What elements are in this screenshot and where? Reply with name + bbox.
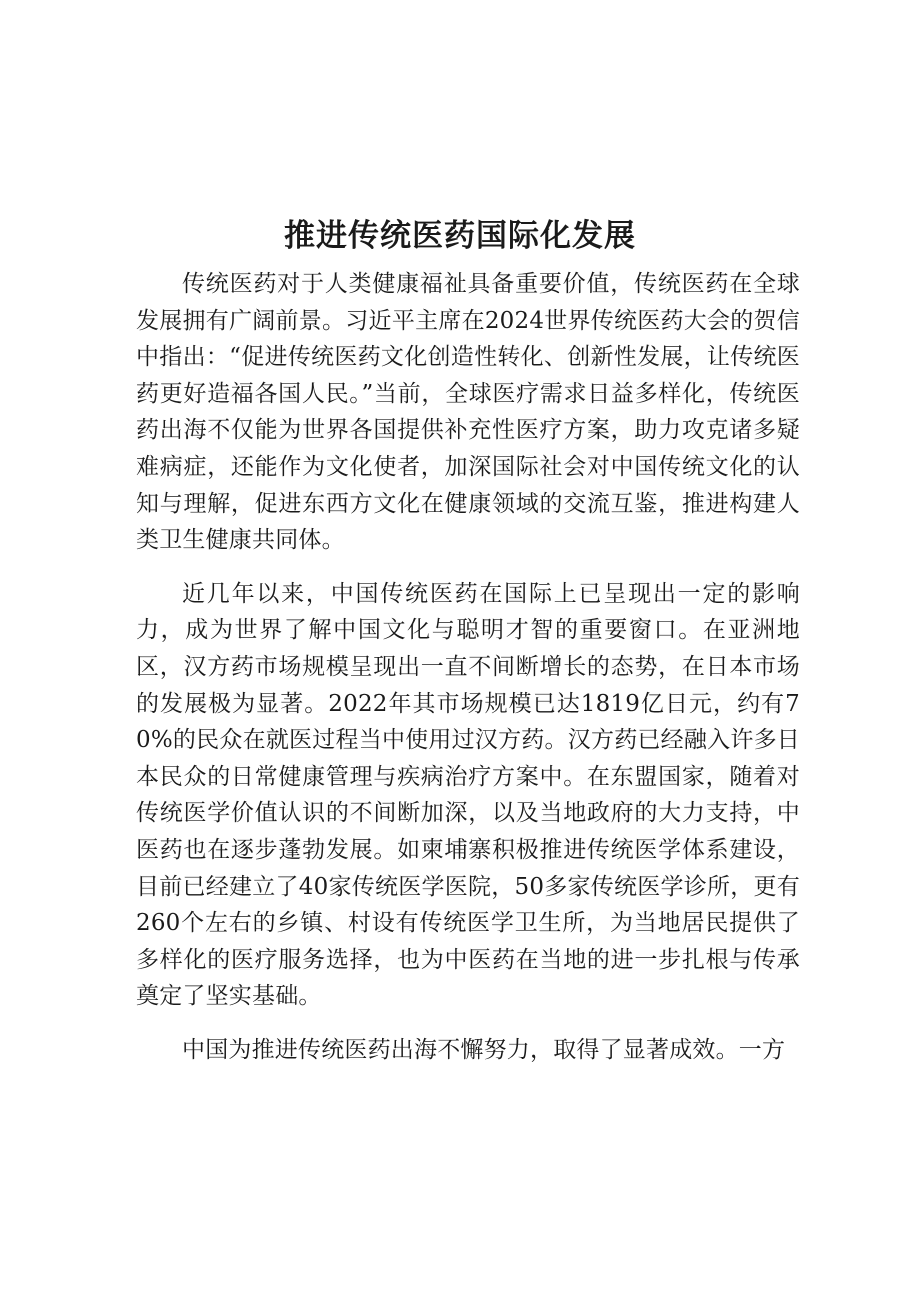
paragraph-2: 近几年以来，中国传统医药在国际上已呈现出一定的影响力，成为世界了解中国文化与聪明才智的重要窗口。在亚洲地区，汉方药市场规模呈现出一直不间断增长的态势，在日本市场的发展极为显著。2022年其市场规模已达1819亿日元，约有70%的民众在就医过程当中使用过汉方药。汉方药已经融入许多日本民众的日常健康管理与疾病治疗方案中。在东盟国家，随着对传统医学价值认识的不间断加深，以及当地政府的大力支持，中医药也在逐步蓬勃发展。如柬埔寨积极推进传统医学体系建设，目前已经建立了40家传统医学医院，50多家传统医学诊所，更有260个左右的乡镇、村设有传统医学卫生所，为当地居民提供了多样化的医疗服务选择，也为中医药在当地的进一步扎根与传承奠定了坚实基础。 bbox=[136, 580, 800, 1010]
document-body bbox=[136, 266, 800, 1068]
paragraph-3: 中国为推进传统医药出海不懈努力，取得了显著成效。一方 bbox=[182, 1036, 786, 1063]
paragraph-1: 传统医药对于人类健康福祉具备重要价值，传统医药在全球发展拥有广阔前景。习近平主席在2024世界传统医药大会的贺信中指出：“促进传统医药文化创造性转化、创新性发展，让传统医药更好造福各国人民。”当前，全球医疗需求日益多样化，传统医药出海不仅能为世界各国提供补充性医疗方案，助力攻克诸多疑难病症，还能作为文化使者，加深国际社会对中国传统文化的认知与理解，促进东西方文化在健康领域的交流互鉴，推进构建人类卫生健康共同体。 bbox=[136, 271, 800, 554]
document-title: 推进传统医药国际化发展 bbox=[284, 218, 636, 254]
